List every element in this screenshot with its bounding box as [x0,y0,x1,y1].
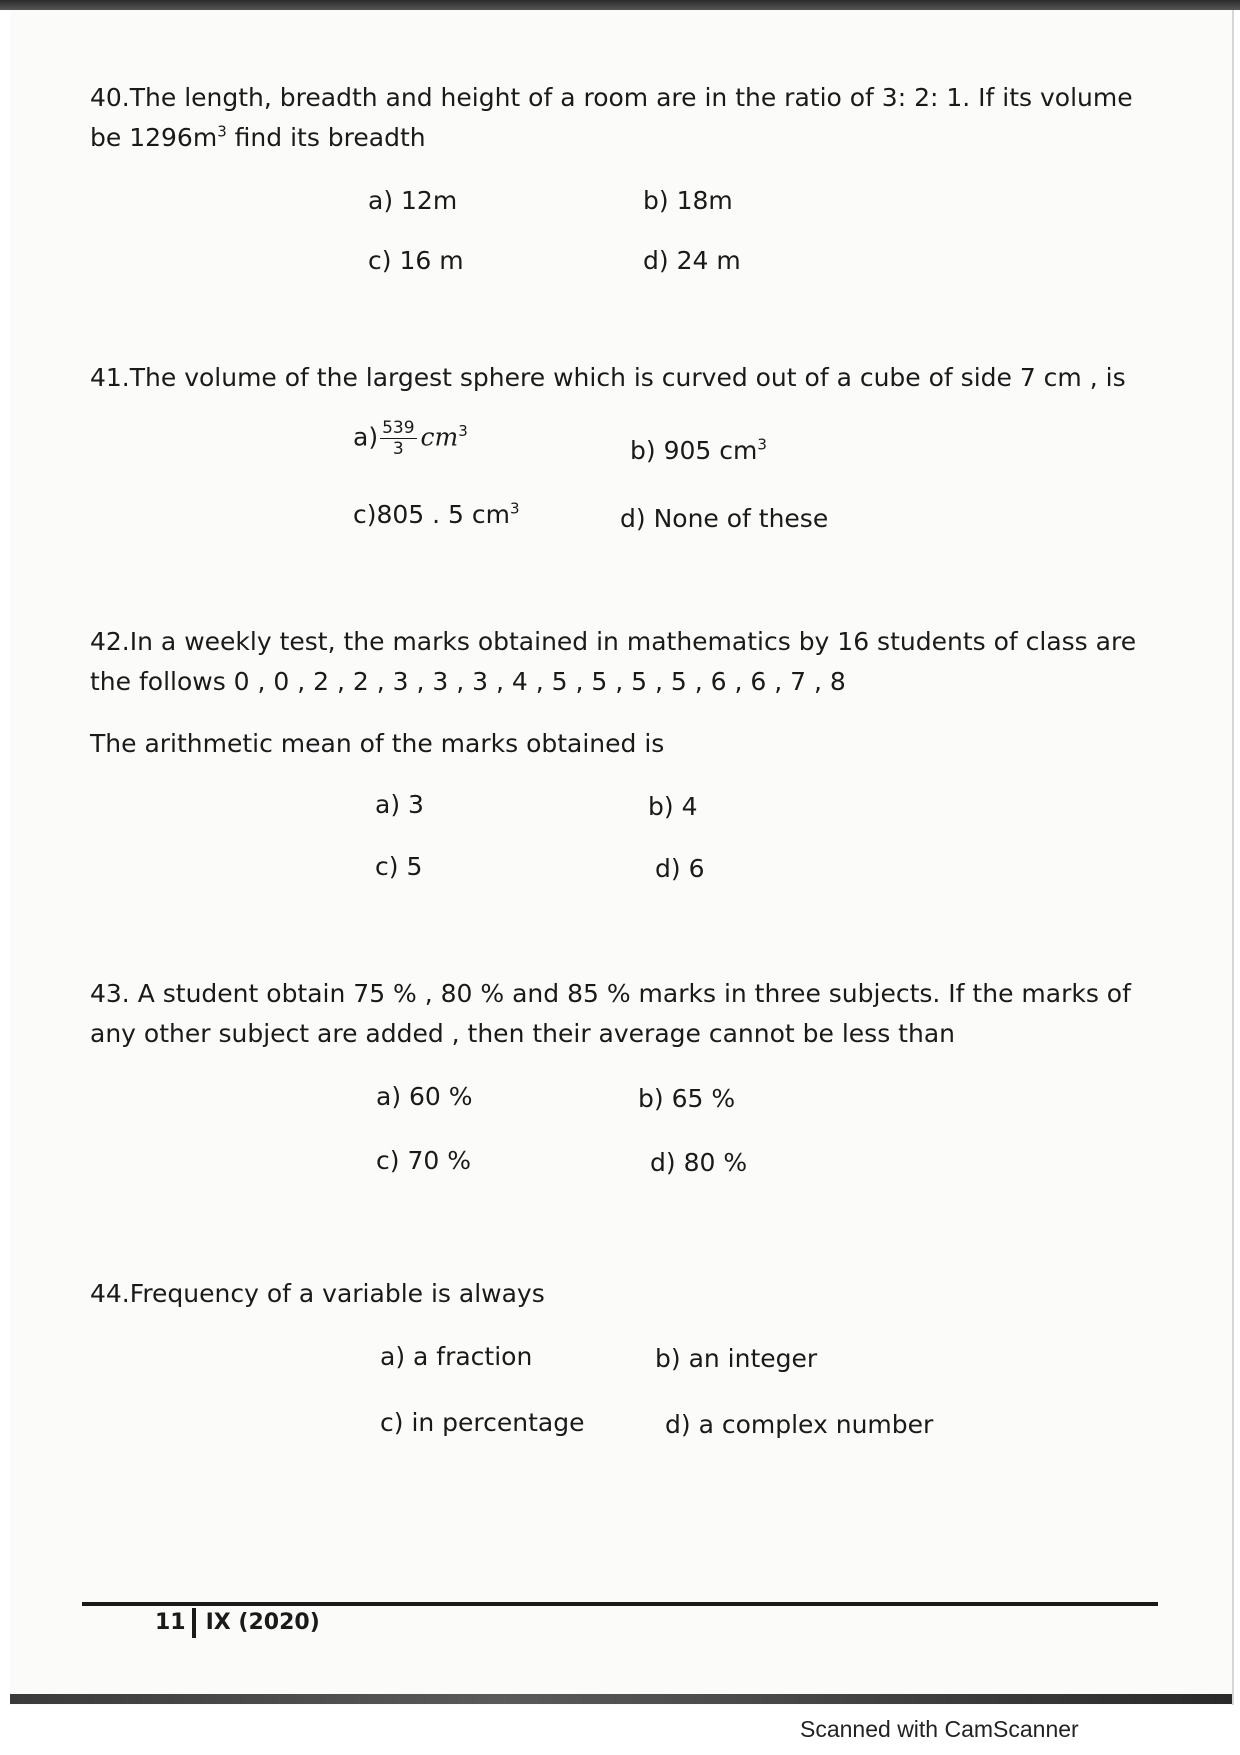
question-42 [90,622,1137,764]
question-40-line-2: be $1296m^3$ find its breadth [90,122,426,152]
footer-divider [192,1608,196,1638]
question-43 [90,974,1131,1054]
fraction: $\frac{539}{3}$ [382,418,415,459]
question-43-option-b: b) 65 % [638,1084,736,1113]
page-number: 11 [155,1610,186,1635]
question-43-line-2: any other subject are added , then their average cannot be less than [90,1019,955,1048]
question-42-option-d: d) 6 [655,854,705,883]
question-44-line-1: 44.Frequency of a variable is always [90,1279,545,1308]
question-42-option-c: c) 5 [375,852,423,881]
question-41-line-1: 41.The volume of the largest sphere which is curved out of a cube of side 7 cm , is [90,363,1126,392]
question-40-option-a: a) 12m [368,186,458,215]
question-44-option-d: d) a complex number [665,1410,934,1439]
question-44-option-c: c) in percentage [380,1408,585,1437]
question-41-option-d: d) None of these [620,504,829,533]
question-44-option-a: a) a fraction [380,1342,533,1371]
question-40-option-c: c) 16 m [368,246,464,275]
scan-top-edge [0,0,1240,10]
question-44 [90,1274,1090,1314]
scan-bottom-edge [10,1694,1232,1704]
question-42-line-1: 42.In a weekly test, the marks obtained in mathematics by 16 students of class are [90,627,1137,656]
question-41-option-b: b) 905 $cm^3$ [630,435,767,465]
question-40-option-b: b) 18m [643,186,733,215]
question-40-option-d: d) 24 m [643,246,741,275]
question-41-option-a: a) $\frac{539}{3}$ $cm^3$ [353,418,468,459]
question-41 [90,358,1126,398]
question-44-option-b: b) an integer [655,1344,818,1373]
question-43-option-d: d) 80 % [650,1148,748,1177]
footer-rule [82,1602,1158,1606]
page-sheet [10,10,1234,1705]
question-41-option-c: c)805 . 5 $cm^3$ [353,499,520,529]
page-footer [155,1608,320,1638]
question-43-line-1: 43. A student obtain 75 % , 80 % and 85 % marks in three subjects. If the marks of [90,979,1131,1008]
question-43-option-a: a) 60 % [376,1082,473,1111]
question-40-line-1: 40.The length, breadth and height of a room are in the ratio of 3: 2: 1. If its volume [90,83,1133,112]
class-label: IX (2020) [205,1610,320,1635]
question-42-option-b: b) 4 [648,792,698,821]
question-42-line-3: The arithmetic mean of the marks obtained is [90,729,665,758]
question-42-option-a: a) 3 [375,790,424,819]
question-40 [90,78,1133,158]
question-43-option-c: c) 70 % [376,1146,471,1175]
question-42-line-2: the follows 0 , 0 , 2 , 2 , 3 , 3 , 3 , 4 , 5 , 5 , 5 , 5 , 6 , 6 , 7 , 8 [90,667,846,696]
scanner-watermark: Scanned with CamScanner [800,1716,1079,1742]
